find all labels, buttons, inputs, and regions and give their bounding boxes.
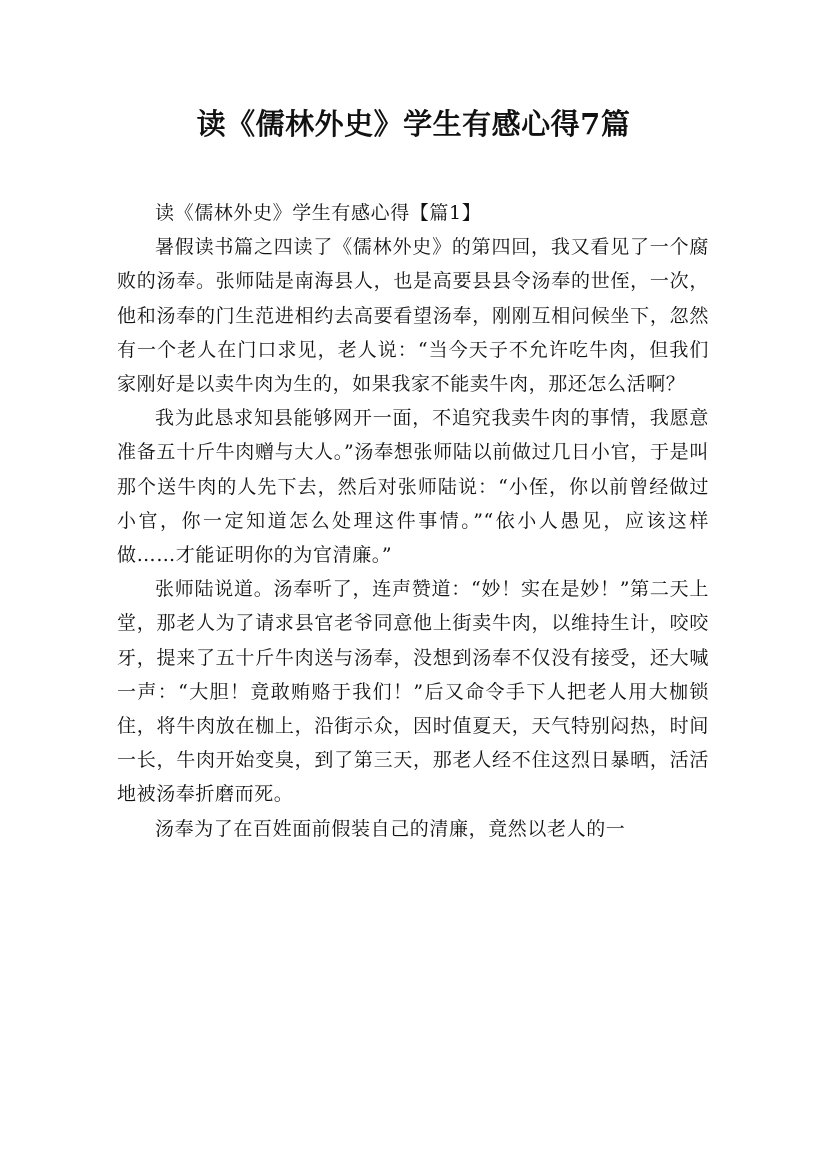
paragraph: 我为此恳求知县能够网开一面，不追究我卖牛肉的事情，我愿意准备五十斤牛肉赠与大人。”汤奉想张师陆以前做过几日小官，于是叫那个送牛肉的人先下去，然后对张师陆说：“小侄，你以前曾经做过小官，你一定知道怎么处理这件事情。”“依小人愚见，应该这样做……才能证明你的为官清廉。” <box>117 407 709 567</box>
paragraph: 汤奉为了在百姓面前假装自己的清廉，竟然以老人的一 <box>155 817 626 840</box>
paragraph: 张师陆说道。汤奉听了，连声赞道：“妙！实在是妙！”第二天上堂，那老人为了请求县官老爷同意他上街卖牛肉，以维持生计，咬咬牙，提来了五十斤牛肉送与汤奉，没想到汤奉不仅没有接受，还大喊一声：“大胆！竟敢贿赂于我们！”后又命令手下人把老人用大枷锁住，将牛肉放在枷上，沿街示众，因时值夏天，天气特别闷热，时间一长，牛肉开始变臭，到了第三天，那老人经不住这烈日暴晒，活活地被汤奉折磨而死。 <box>117 578 709 806</box>
document-body <box>117 196 709 846</box>
paragraph: 暑假读书篇之四读了《儒林外史》的第四回，我又看见了一个腐败的汤奉。张师陆是南海县人，也是高要县县令汤奉的世侄，一次，他和汤奉的门生范进相约去高要看望汤奉，刚刚互相问候坐下，忽然有一个老人在门口求见，老人说：“当今天子不允许吃牛肉，但我们家刚好是以卖牛肉为生的，如果我家不能卖牛肉，那还怎么活啊？ <box>117 236 709 396</box>
section-heading: 读《儒林外史》学生有感心得【篇1】 <box>155 202 482 224</box>
document-title: 读《儒林外史》学生有感心得7篇 <box>196 107 631 141</box>
